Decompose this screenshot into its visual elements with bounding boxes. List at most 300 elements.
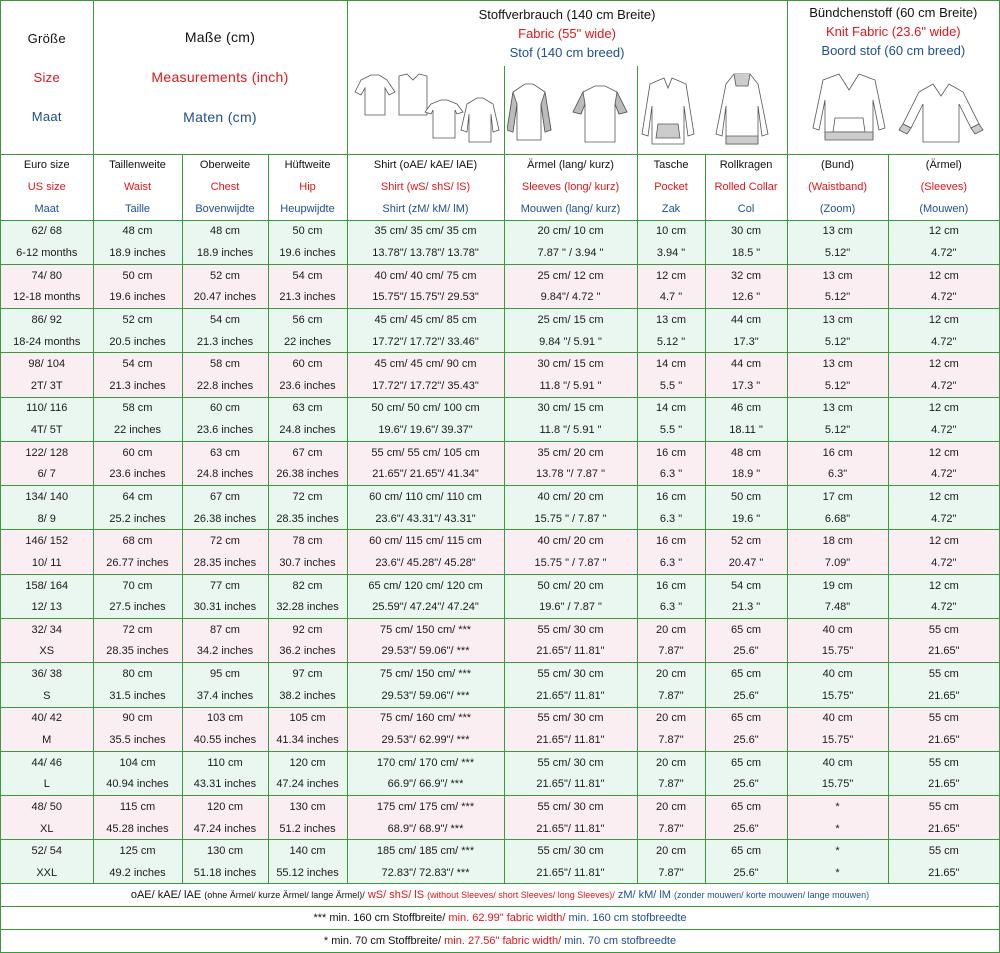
value-cell: 80 cm bbox=[93, 663, 182, 685]
value-cell: 23.6 inches bbox=[268, 375, 347, 397]
table-row bbox=[1, 574, 999, 596]
column-header-6-en bbox=[637, 176, 705, 198]
value-cell: 15.75" bbox=[787, 685, 888, 707]
value-cell: 30 cm/ 15 cm bbox=[504, 353, 637, 375]
value-cell: 4.72" bbox=[888, 596, 999, 618]
value-cell: 55 cm bbox=[888, 663, 999, 685]
column-header-label: (Waistband) bbox=[808, 181, 867, 193]
value-cell: 50 cm bbox=[705, 486, 787, 508]
value-cell: 36.2 inches bbox=[268, 641, 347, 663]
value-cell: 13 cm bbox=[787, 309, 888, 331]
value-cell: 20.47 " bbox=[705, 552, 787, 574]
us-size-cell: 10/ 11 bbox=[31, 556, 62, 569]
value-cell: 7.48" bbox=[787, 596, 888, 618]
value-cell: 22 inches bbox=[268, 331, 347, 353]
value-cell: 24.8 inches bbox=[182, 464, 268, 486]
value-cell: 12 cm bbox=[888, 220, 999, 242]
value-cell: 16 cm bbox=[787, 441, 888, 463]
value-cell: 5.12" bbox=[787, 419, 888, 441]
fabric-label-en: Fabric (55" wide) bbox=[518, 26, 616, 41]
column-header-4-de bbox=[347, 154, 504, 176]
value-cell: 32.28 inches bbox=[268, 596, 347, 618]
value-cell: 60 cm bbox=[268, 353, 347, 375]
value-cell: 92 cm bbox=[268, 619, 347, 641]
value-cell: 140 cm bbox=[268, 840, 347, 862]
table-row bbox=[1, 242, 999, 264]
value-cell: 65 cm bbox=[705, 619, 787, 641]
table-row bbox=[1, 751, 999, 773]
table-row bbox=[1, 729, 999, 751]
value-cell: 32 cm bbox=[705, 264, 787, 286]
value-cell: 13 cm bbox=[787, 220, 888, 242]
size-label-en: Size bbox=[33, 69, 60, 85]
column-header-label: Pocket bbox=[654, 181, 688, 193]
value-cell: 130 cm bbox=[182, 840, 268, 862]
value-cell: 21.3 " bbox=[705, 596, 787, 618]
table-row bbox=[1, 641, 999, 663]
value-cell: 65 cm bbox=[705, 840, 787, 862]
value-cell: 70 cm bbox=[93, 574, 182, 596]
value-cell: 44 cm bbox=[705, 353, 787, 375]
value-cell: 30.7 inches bbox=[268, 552, 347, 574]
table-row bbox=[1, 862, 999, 884]
column-header-label: Tasche bbox=[653, 159, 689, 172]
value-cell: 29.53"/ 59.06"/ *** bbox=[347, 641, 504, 663]
value-cell: 54 cm bbox=[705, 574, 787, 596]
value-cell: 35 cm/ 20 cm bbox=[504, 441, 637, 463]
measurements-label-en: Measurements (inch) bbox=[151, 69, 289, 86]
value-cell: 90 cm bbox=[93, 707, 182, 729]
value-cell: 55 cm/ 30 cm bbox=[504, 707, 637, 729]
value-cell: 40 cm/ 20 cm bbox=[504, 486, 637, 508]
column-header-3-nl bbox=[268, 198, 347, 220]
value-cell: 21.65" bbox=[888, 862, 999, 884]
cuff-header bbox=[787, 1, 999, 66]
value-cell: 60 cm/ 115 cm/ 115 cm bbox=[347, 530, 504, 552]
value-cell: 21.3 inches bbox=[93, 375, 182, 397]
value-cell: 7.87" bbox=[637, 818, 705, 840]
value-cell: 58 cm bbox=[182, 353, 268, 375]
value-cell: 26.38 inches bbox=[182, 508, 268, 530]
value-cell: 55.12 inches bbox=[268, 862, 347, 884]
value-cell: 40 cm bbox=[787, 663, 888, 685]
value-cell: 125 cm bbox=[93, 840, 182, 862]
value-cell: 95 cm bbox=[182, 663, 268, 685]
value-cell: 17.3 " bbox=[705, 375, 787, 397]
column-header-5-de bbox=[504, 154, 637, 176]
table-row bbox=[1, 353, 999, 375]
value-cell: 22 inches bbox=[93, 419, 182, 441]
value-cell: 12 cm bbox=[888, 309, 999, 331]
us-size-cell: XS bbox=[39, 645, 55, 658]
value-cell: 45 cm/ 45 cm/ 90 cm bbox=[347, 353, 504, 375]
pocket-collar-icon bbox=[637, 66, 787, 154]
value-cell: 20 cm bbox=[637, 840, 705, 862]
value-cell: 15.75" bbox=[787, 729, 888, 751]
value-cell: 30 cm bbox=[705, 220, 787, 242]
column-header-label: Waist bbox=[123, 181, 152, 193]
value-cell: 46 cm bbox=[705, 397, 787, 419]
value-cell: 30.31 inches bbox=[182, 596, 268, 618]
value-cell: 45 cm/ 45 cm/ 85 cm bbox=[347, 309, 504, 331]
column-header-9-en bbox=[888, 176, 999, 198]
us-size-cell: XL bbox=[40, 822, 54, 835]
table-row bbox=[1, 840, 999, 862]
us-size-cell: 12-18 months bbox=[13, 291, 81, 304]
column-header-1-nl bbox=[93, 198, 182, 220]
value-cell: 26.77 inches bbox=[93, 552, 182, 574]
value-cell: 35.5 inches bbox=[93, 729, 182, 751]
value-cell: 21.3 inches bbox=[268, 286, 347, 308]
value-cell: 15.75" bbox=[787, 774, 888, 796]
value-cell: 9.84 "/ 5.91 " bbox=[504, 331, 637, 353]
value-cell: * bbox=[787, 862, 888, 884]
value-cell: 21.65"/ 11.81" bbox=[504, 641, 637, 663]
value-cell: 60 cm/ 110 cm/ 110 cm bbox=[347, 486, 504, 508]
value-cell: 48 cm bbox=[182, 220, 268, 242]
value-cell: 55 cm bbox=[888, 619, 999, 641]
value-cell: 20 cm bbox=[637, 707, 705, 729]
abbr-de-desc: (ohne Ärmel/ kurze Ärmel/ lange Ärmel)/ bbox=[204, 890, 365, 900]
value-cell: 6.68" bbox=[787, 508, 888, 530]
value-cell: 6.3 " bbox=[637, 464, 705, 486]
value-cell: 104 cm bbox=[93, 751, 182, 773]
value-cell: 4.72" bbox=[888, 331, 999, 353]
value-cell: 115 cm bbox=[93, 796, 182, 818]
value-cell: 16 cm bbox=[637, 574, 705, 596]
euro-size-cell: 158/ 164 bbox=[25, 579, 69, 592]
measurements-label-de: Maße (cm) bbox=[184, 29, 256, 46]
value-cell: 13.78"/ 13.78"/ 13.78" bbox=[347, 242, 504, 264]
value-cell: 40 cm bbox=[787, 707, 888, 729]
value-cell: 25 cm/ 12 cm bbox=[504, 264, 637, 286]
value-cell: 97 cm bbox=[268, 663, 347, 685]
value-cell: 15.75 " / 7.87 " bbox=[504, 508, 637, 530]
value-cell: 5.12" bbox=[787, 286, 888, 308]
value-cell: 7.87" bbox=[637, 685, 705, 707]
value-cell: 50 cm/ 20 cm bbox=[504, 574, 637, 596]
euro-size-cell: 122/ 128 bbox=[25, 446, 69, 459]
value-cell: 40.94 inches bbox=[93, 774, 182, 796]
value-cell: 130 cm bbox=[268, 796, 347, 818]
value-cell: 25.6" bbox=[705, 685, 787, 707]
value-cell: 12.6 " bbox=[705, 286, 787, 308]
value-cell: 4.72" bbox=[888, 464, 999, 486]
value-cell: 50 cm bbox=[268, 220, 347, 242]
value-cell: 35 cm/ 35 cm/ 35 cm bbox=[347, 220, 504, 242]
value-cell: 12 cm bbox=[888, 441, 999, 463]
value-cell: 16 cm bbox=[637, 530, 705, 552]
value-cell: 72 cm bbox=[93, 619, 182, 641]
value-cell: 54 cm bbox=[93, 353, 182, 375]
value-cell: 49.2 inches bbox=[93, 862, 182, 884]
value-cell: 19.6" / 7.87 " bbox=[504, 596, 637, 618]
value-cell: 20 cm bbox=[637, 796, 705, 818]
value-cell: 175 cm/ 175 cm/ *** bbox=[347, 796, 504, 818]
value-cell: 63 cm bbox=[182, 441, 268, 463]
value-cell: 48 cm bbox=[93, 220, 182, 242]
column-header-7-nl bbox=[705, 198, 787, 220]
value-cell: 67 cm bbox=[182, 486, 268, 508]
value-cell: 4.72" bbox=[888, 419, 999, 441]
value-cell: 4.72" bbox=[888, 375, 999, 397]
column-header-label: (Mouwen) bbox=[919, 202, 969, 215]
value-cell: 54 cm bbox=[268, 264, 347, 286]
value-cell: 29.53"/ 59.06"/ *** bbox=[347, 685, 504, 707]
table-row bbox=[1, 818, 999, 840]
value-cell: 105 cm bbox=[268, 707, 347, 729]
value-cell: 50 cm/ 50 cm/ 100 cm bbox=[347, 397, 504, 419]
value-cell: 43.31 inches bbox=[182, 774, 268, 796]
value-cell: 58 cm bbox=[93, 397, 182, 419]
column-header-label: (Sleeves) bbox=[920, 181, 968, 193]
column-header-0-de bbox=[1, 154, 93, 176]
value-cell: 7.87" bbox=[637, 862, 705, 884]
column-header-label: (Bund) bbox=[821, 159, 855, 172]
column-header-label: Shirt (zM/ kM/ lM) bbox=[382, 202, 469, 215]
table-row bbox=[1, 264, 999, 286]
value-cell: 21.65"/ 11.81" bbox=[504, 685, 637, 707]
value-cell: 40 cm/ 40 cm/ 75 cm bbox=[347, 264, 504, 286]
euro-size-cell: 44/ 46 bbox=[31, 756, 63, 769]
value-cell: 19.6"/ 19.6"/ 39.37" bbox=[347, 419, 504, 441]
euro-size-cell: 86/ 92 bbox=[31, 313, 63, 326]
value-cell: 12 cm bbox=[888, 353, 999, 375]
value-cell: 17.3" bbox=[705, 331, 787, 353]
column-header-label: Zak bbox=[661, 202, 681, 215]
triple-en: min. 62.99" fabric width/ bbox=[448, 912, 566, 924]
value-cell: 25.6" bbox=[705, 818, 787, 840]
value-cell: 11.8 "/ 5.91 " bbox=[504, 375, 637, 397]
value-cell: 5.12" bbox=[787, 242, 888, 264]
value-cell: 5.12" bbox=[787, 331, 888, 353]
footnote-triple-star bbox=[1, 907, 999, 930]
abbr-nl: zM/ kM/ lM bbox=[617, 889, 671, 901]
value-cell: 68 cm bbox=[93, 530, 182, 552]
column-header-1-en bbox=[93, 176, 182, 198]
column-header-4-en bbox=[347, 176, 504, 198]
value-cell: 75 cm/ 150 cm/ *** bbox=[347, 663, 504, 685]
value-cell: 75 cm/ 150 cm/ *** bbox=[347, 619, 504, 641]
value-cell: 68.9"/ 68.9"/ *** bbox=[347, 818, 504, 840]
fabric-label-nl: Stof (140 cm breed) bbox=[509, 45, 625, 60]
column-header-9-nl bbox=[888, 198, 999, 220]
value-cell: 40 cm/ 20 cm bbox=[504, 530, 637, 552]
fabric-header bbox=[347, 1, 787, 66]
value-cell: 18.9 inches bbox=[182, 242, 268, 264]
table-row bbox=[1, 464, 999, 486]
value-cell: 17.72"/ 17.72"/ 33.46" bbox=[347, 331, 504, 353]
value-cell: 54 cm bbox=[182, 309, 268, 331]
value-cell: 63 cm bbox=[268, 397, 347, 419]
value-cell: 3.94 " bbox=[637, 242, 705, 264]
us-size-cell: S bbox=[43, 689, 51, 702]
value-cell: 22.8 inches bbox=[182, 375, 268, 397]
value-cell: 15.75" bbox=[787, 641, 888, 663]
value-cell: 25.6" bbox=[705, 862, 787, 884]
us-size-cell: 8/ 9 bbox=[37, 512, 56, 525]
column-header-1-de bbox=[93, 154, 182, 176]
column-header-0-en bbox=[1, 176, 93, 198]
euro-size-cell: 52/ 54 bbox=[31, 845, 63, 858]
footnotes bbox=[1, 883, 999, 952]
value-cell: 17.72"/ 17.72"/ 35.43" bbox=[347, 375, 504, 397]
column-header-label: Mouwen (lang/ kurz) bbox=[520, 202, 621, 215]
euro-size-cell: 48/ 50 bbox=[31, 800, 63, 813]
value-cell: 20.5 inches bbox=[93, 331, 182, 353]
value-cell: 21.65"/ 11.81" bbox=[504, 729, 637, 751]
value-cell: 60 cm bbox=[182, 397, 268, 419]
value-cell: 6.3 " bbox=[637, 508, 705, 530]
column-header-label: Euro size bbox=[23, 159, 70, 172]
value-cell: 20 cm bbox=[637, 619, 705, 641]
us-size-cell: 4T/ 5T bbox=[30, 424, 63, 437]
value-cell: * bbox=[787, 840, 888, 862]
table-row bbox=[1, 796, 999, 818]
value-cell: 12 cm bbox=[637, 264, 705, 286]
table-row bbox=[1, 441, 999, 463]
value-cell: 23.6 inches bbox=[93, 464, 182, 486]
table-row bbox=[1, 220, 999, 242]
table-row bbox=[1, 508, 999, 530]
value-cell: 27.5 inches bbox=[93, 596, 182, 618]
value-cell: 55 cm bbox=[888, 751, 999, 773]
abbr-nl-desc: (zonder mouwen/ korte mouwen/ lange mouwen) bbox=[674, 890, 870, 900]
value-cell: 21.3 inches bbox=[182, 331, 268, 353]
value-cell: 82 cm bbox=[268, 574, 347, 596]
value-cell: 75 cm/ 160 cm/ *** bbox=[347, 707, 504, 729]
column-header-9-de bbox=[888, 154, 999, 176]
value-cell: 13.78 "/ 7.87 " bbox=[504, 464, 637, 486]
single-de: * min. 70 cm Stoffbreite/ bbox=[323, 935, 442, 947]
value-cell: 48 cm bbox=[705, 441, 787, 463]
value-cell: 4.72" bbox=[888, 242, 999, 264]
value-cell: 7.87" bbox=[637, 729, 705, 751]
value-cell: 77 cm bbox=[182, 574, 268, 596]
value-cell: 18.5 " bbox=[705, 242, 787, 264]
column-header-6-nl bbox=[637, 198, 705, 220]
value-cell: 12 cm bbox=[888, 530, 999, 552]
value-cell: 20 cm bbox=[637, 663, 705, 685]
value-cell: 52 cm bbox=[182, 264, 268, 286]
value-cell: 55 cm bbox=[888, 796, 999, 818]
value-cell: 50 cm bbox=[93, 264, 182, 286]
value-cell: 12 cm bbox=[888, 397, 999, 419]
value-cell: 23.6"/ 45.28"/ 45.28" bbox=[347, 552, 504, 574]
table-row bbox=[1, 685, 999, 707]
value-cell: 47.24 inches bbox=[182, 818, 268, 840]
value-cell: 51.2 inches bbox=[268, 818, 347, 840]
column-header-5-nl bbox=[504, 198, 637, 220]
euro-size-cell: 134/ 140 bbox=[25, 491, 69, 503]
value-cell: 65 cm bbox=[705, 663, 787, 685]
value-cell: 21.65"/ 11.81" bbox=[504, 862, 637, 884]
value-cell: 21.65" bbox=[888, 729, 999, 751]
column-header-label: Shirt (wS/ shS/ lS) bbox=[380, 181, 471, 193]
us-size-cell: 6-12 months bbox=[16, 246, 78, 259]
value-cell: * bbox=[787, 818, 888, 840]
value-cell: 18.11 " bbox=[705, 419, 787, 441]
table-row bbox=[1, 707, 999, 729]
value-cell: 18.9 inches bbox=[93, 242, 182, 264]
value-cell: 110 cm bbox=[182, 751, 268, 773]
value-cell: 5.12" bbox=[787, 375, 888, 397]
value-cell: 21.65" bbox=[888, 685, 999, 707]
value-cell: 4.72" bbox=[888, 552, 999, 574]
column-header-label: Sleeves (long/ kurz) bbox=[521, 181, 620, 193]
euro-size-cell: 40/ 42 bbox=[31, 712, 63, 725]
value-cell: 67 cm bbox=[268, 441, 347, 463]
value-cell: 17 cm bbox=[787, 486, 888, 508]
value-cell: 12 cm bbox=[888, 264, 999, 286]
value-cell: 12 cm bbox=[888, 486, 999, 508]
column-header-8-nl bbox=[787, 198, 888, 220]
value-cell: 72.83"/ 72.83"/ *** bbox=[347, 862, 504, 884]
value-cell: 26.38 inches bbox=[268, 464, 347, 486]
value-cell: 10 cm bbox=[637, 220, 705, 242]
size-label-nl: Maat bbox=[31, 108, 62, 124]
column-header-6-de bbox=[637, 154, 705, 176]
shirt-variants-icon bbox=[347, 66, 504, 154]
euro-size-cell: 32/ 34 bbox=[31, 623, 63, 636]
value-cell: 170 cm/ 170 cm/ *** bbox=[347, 751, 504, 773]
value-cell: 4.72" bbox=[888, 286, 999, 308]
value-cell: 55 cm/ 30 cm bbox=[504, 619, 637, 641]
value-cell: 31.5 inches bbox=[93, 685, 182, 707]
column-header-label: Taillenweite bbox=[109, 159, 166, 172]
column-header-label: Shirt (oAE/ kAE/ lAE) bbox=[373, 159, 478, 172]
size-header bbox=[1, 1, 93, 154]
value-cell: 40 cm bbox=[787, 619, 888, 641]
value-cell: 13 cm bbox=[787, 397, 888, 419]
value-cell: 11.8 "/ 5.91 " bbox=[504, 419, 637, 441]
value-cell: 55 cm/ 30 cm bbox=[504, 840, 637, 862]
column-header-label: Ärmel (lang/ kurz) bbox=[527, 159, 614, 172]
value-cell: 51.18 inches bbox=[182, 862, 268, 884]
column-header-2-en bbox=[182, 176, 268, 198]
value-cell: 78 cm bbox=[268, 530, 347, 552]
value-cell: 55 cm/ 30 cm bbox=[504, 796, 637, 818]
value-cell: 20.47 inches bbox=[182, 286, 268, 308]
value-cell: 55 cm/ 30 cm bbox=[504, 751, 637, 773]
value-cell: 34.2 inches bbox=[182, 641, 268, 663]
column-header-8-en bbox=[787, 176, 888, 198]
euro-size-cell: 36/ 38 bbox=[31, 668, 63, 681]
euro-size-cell: 74/ 80 bbox=[31, 269, 63, 282]
us-size-cell: XXL bbox=[36, 867, 58, 880]
value-cell: 25.6" bbox=[705, 774, 787, 796]
column-header-label: Hip bbox=[299, 181, 316, 193]
measurements-header bbox=[93, 1, 347, 154]
column-header-label: US size bbox=[27, 181, 66, 193]
value-cell: 47.24 inches bbox=[268, 774, 347, 796]
value-cell: 18 cm bbox=[787, 530, 888, 552]
abbr-en: wS/ shS/ lS bbox=[367, 889, 425, 901]
table-row bbox=[1, 774, 999, 796]
value-cell: 13 cm bbox=[787, 353, 888, 375]
euro-size-cell: 146/ 152 bbox=[25, 535, 69, 548]
value-cell: 15.75 " / 7.87 " bbox=[504, 552, 637, 574]
column-header-label: Bovenwijdte bbox=[195, 202, 255, 215]
value-cell: 19.6 inches bbox=[93, 286, 182, 308]
value-cell: 20 cm bbox=[637, 751, 705, 773]
value-cell: 15.75"/ 15.75"/ 29.53" bbox=[347, 286, 504, 308]
value-cell: 55 cm bbox=[888, 707, 999, 729]
column-header-label: Col bbox=[737, 202, 755, 215]
value-cell: 55 cm bbox=[888, 840, 999, 862]
value-cell: 19 cm bbox=[787, 574, 888, 596]
column-header-4-nl bbox=[347, 198, 504, 220]
